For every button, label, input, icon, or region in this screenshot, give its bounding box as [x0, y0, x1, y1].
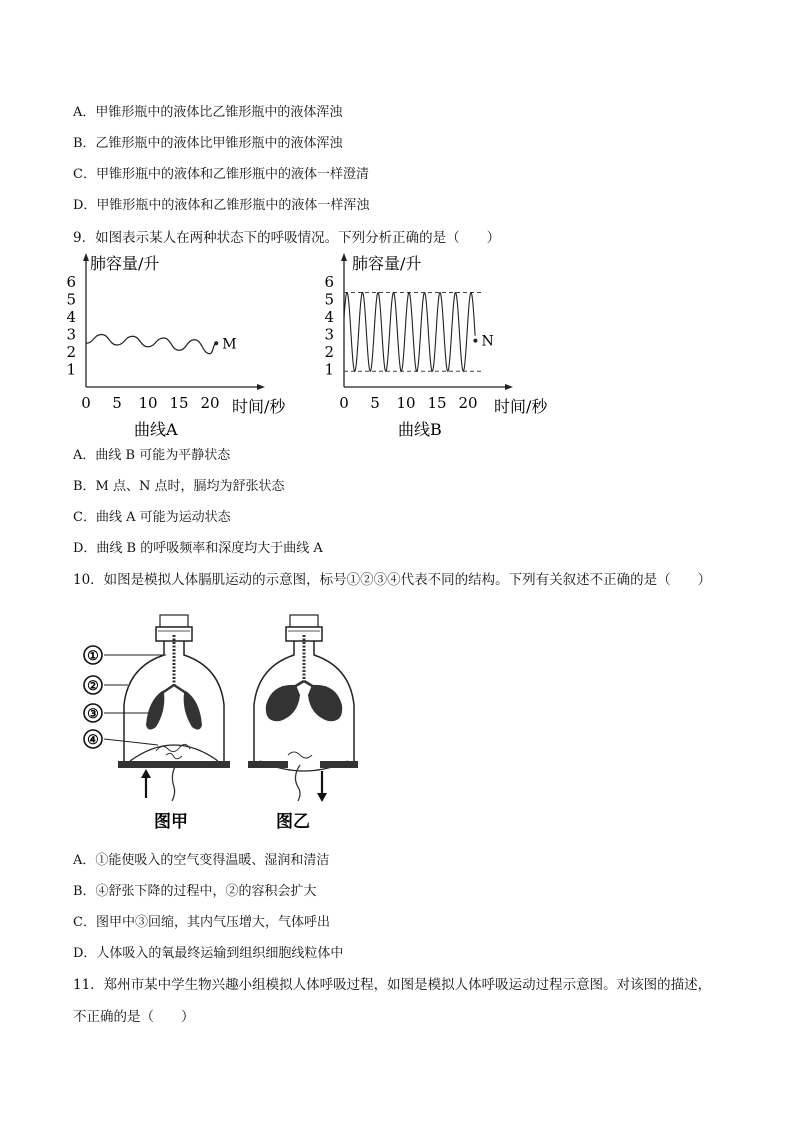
- chart-a: [60, 250, 320, 445]
- chart-b-ylabel: 肺容量/升: [352, 254, 422, 273]
- q11-stem-line1: 11．郑州市某中学生物兴趣小组模拟人体呼吸过程，如图是模拟人体呼吸运动过程示意图。对该图的描述，: [73, 977, 712, 993]
- q9-option-a: A．曲线 B 可能为平静状态: [73, 448, 231, 463]
- a-y-tick-1: 1: [66, 360, 76, 379]
- chart-b: [318, 250, 568, 445]
- a-y-tick-5: 5: [66, 290, 76, 309]
- b-y-tick-2: 2: [324, 343, 334, 361]
- chart-b-curve: [344, 293, 475, 372]
- a-y-tick-3: 3: [66, 325, 76, 344]
- chart-a-ylabel: 肺容量/升: [90, 254, 160, 273]
- chart-a-xlabel: 时间/秒: [232, 397, 286, 416]
- chart-b-title: 曲线B: [398, 420, 442, 439]
- q9-option-c: C．曲线 A 可能为运动状态: [73, 510, 231, 525]
- a-y-tick-2: 2: [66, 343, 76, 361]
- b-x-tick-5: 5: [370, 394, 380, 412]
- b-y-tick-6: 6: [324, 273, 334, 291]
- chart-b-end-label: N: [481, 333, 494, 350]
- jia-stopper: [160, 615, 188, 627]
- label-3: ③: [87, 707, 99, 722]
- yi-lung-right: [308, 685, 342, 721]
- chart-b-x-arrow: [505, 384, 513, 390]
- q10-option-a: A．①能使吸入的空气变得温暖、湿润和清洁: [73, 853, 330, 868]
- figure-jia: [84, 615, 230, 832]
- chart-a-x-arrow: [257, 384, 265, 390]
- q8-option-d: D．甲锥形瓶中的液体和乙锥形瓶中的液体一样浑浊: [73, 198, 370, 213]
- figure-yi: [248, 615, 358, 832]
- yi-base-right: [320, 761, 358, 768]
- chart-b-end-point: [473, 339, 477, 343]
- q11-stem-line2: 不正确的是（ ）: [73, 1009, 195, 1025]
- b-y-tick-5: 5: [324, 290, 334, 309]
- chart-b-xlabel: 时间/秒: [494, 397, 548, 416]
- label-4: ④: [87, 733, 99, 748]
- q9-option-d: D．曲线 B 的呼吸频率和深度均大于曲线 A: [73, 541, 323, 556]
- caption-jia: 图甲: [154, 812, 188, 832]
- yi-base-left: [248, 761, 288, 768]
- b-x-tick-10: 10: [396, 394, 416, 412]
- a-x-tick-20: 20: [200, 394, 220, 412]
- b-y-tick-1: 1: [324, 360, 334, 379]
- jia-lung-left: [146, 691, 164, 730]
- q10-option-c: C．图甲中③回缩，其内气压增大，气体呼出: [73, 915, 330, 930]
- b-y-tick-3: 3: [324, 325, 334, 344]
- b-x-tick-15: 15: [427, 394, 447, 412]
- yi-lung-left: [266, 685, 300, 721]
- chart-a-curve: [86, 335, 216, 354]
- chart-a-title: 曲线A: [134, 420, 178, 439]
- chart-a-y-arrow: [83, 253, 89, 261]
- caption-yi: 图乙: [276, 812, 310, 832]
- a-y-tick-6: 6: [66, 273, 76, 291]
- b-x-tick-20: 20: [458, 394, 478, 412]
- q9-stem: 9．如图表示某人在两种状态下的呼吸情况。下列分析正确的是（ ）: [73, 230, 501, 246]
- q8-option-c: C．甲锥形瓶中的液体和乙锥形瓶中的液体一样澄清: [73, 167, 369, 182]
- chart-a-end-point: [214, 341, 218, 345]
- a-x-tick-0: 0: [81, 394, 91, 412]
- q10-option-b: B．④舒张下降的过程中，②的容积会扩大: [73, 884, 317, 899]
- label-2: ②: [87, 679, 99, 694]
- q10-stem: 10．如图是模拟人体膈肌运动的示意图，标号①②③④代表不同的结构。下列有关叙述不正确的是（ ）: [73, 572, 712, 588]
- b-y-tick-4: 4: [324, 308, 334, 326]
- yi-stopper: [290, 615, 318, 627]
- q10-option-d: D．人体吸入的氧最终运输到组织细胞线粒体中: [73, 946, 344, 961]
- a-y-tick-4: 4: [66, 308, 76, 326]
- a-x-tick-10: 10: [138, 394, 158, 412]
- chart-b-y-arrow: [341, 253, 347, 261]
- a-x-tick-15: 15: [169, 394, 189, 412]
- jia-diaphragm: [130, 745, 218, 761]
- chart-a-end-label: M: [222, 336, 237, 353]
- q9-option-b: B．M 点、N 点时，膈均为舒张状态: [73, 479, 285, 494]
- q8-option-a: A．甲锥形瓶中的液体比乙锥形瓶中的液体浑浊: [73, 105, 343, 120]
- diaphragm-model-figure: [78, 605, 358, 840]
- b-x-tick-0: 0: [339, 394, 349, 412]
- jia-lung-right: [184, 691, 202, 730]
- jia-base: [118, 761, 230, 768]
- q8-option-b: B．乙锥形瓶中的液体比甲锥形瓶中的液体浑浊: [73, 136, 343, 151]
- a-x-tick-5: 5: [112, 394, 122, 412]
- label-1: ①: [87, 649, 99, 664]
